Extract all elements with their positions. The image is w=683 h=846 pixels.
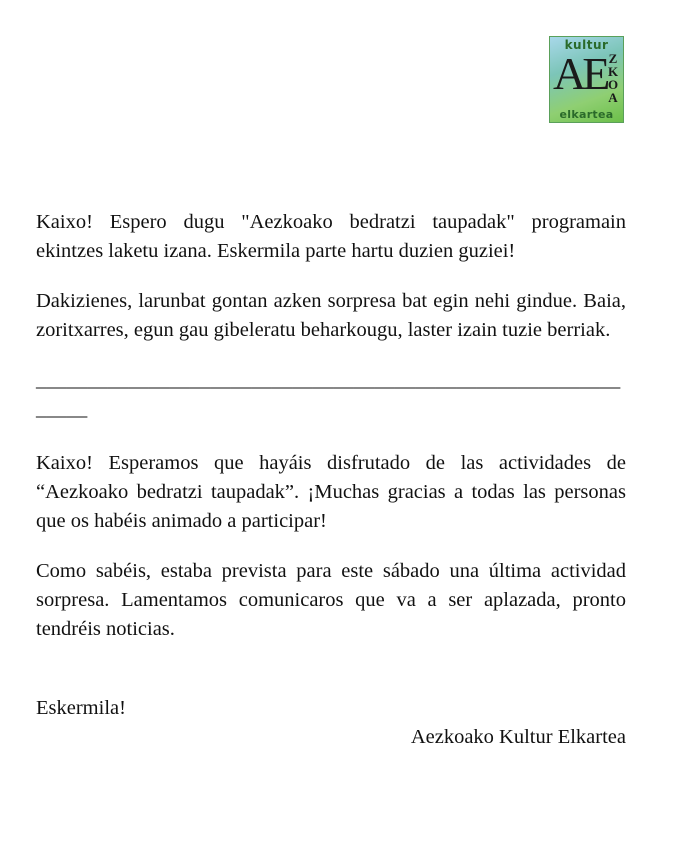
organization-logo: [549, 36, 624, 123]
logo-monogram: AE: [553, 48, 607, 99]
closing-greeting: Eskermila!: [36, 697, 126, 719]
logo-side-text: ZKOA: [607, 51, 619, 105]
logo-top-text: kultur: [564, 38, 609, 52]
logo-bottom-text: elkartea: [559, 108, 614, 121]
signature: Aezkoako Kultur Elkartea: [410, 726, 626, 748]
basque-paragraph-2: Dakizienes, larunbat gontan azken sorpresa bat egin nehi gindue. Baia, zoritxarres, egun gau gibeleratu beharkougu, laster izain tuzie berriak.: [36, 290, 626, 341]
spanish-paragraph-1: Kaixo! Esperamos que hayáis disfrutado de las actividades de “Aezkoako bedratzi taupadak”. ¡Muchas gracias a todas las personas que os habéis animado a participar!: [36, 452, 626, 532]
spanish-paragraph-2: Como sabéis, estaba prevista para este sábado una última actividad sorpresa. Lamentamos comunicaros que va a ser aplazada, pronto tendréis noticias.: [36, 560, 626, 640]
letter-body: [36, 208, 626, 752]
separator-line: ______________________________________________________________: [36, 369, 621, 420]
basque-paragraph-1: Kaixo! Espero dugu "Aezkoako bedratzi taupadak" programain ekintzes laketu izana. Eskermila parte hartu duzien guziei!: [36, 211, 626, 262]
